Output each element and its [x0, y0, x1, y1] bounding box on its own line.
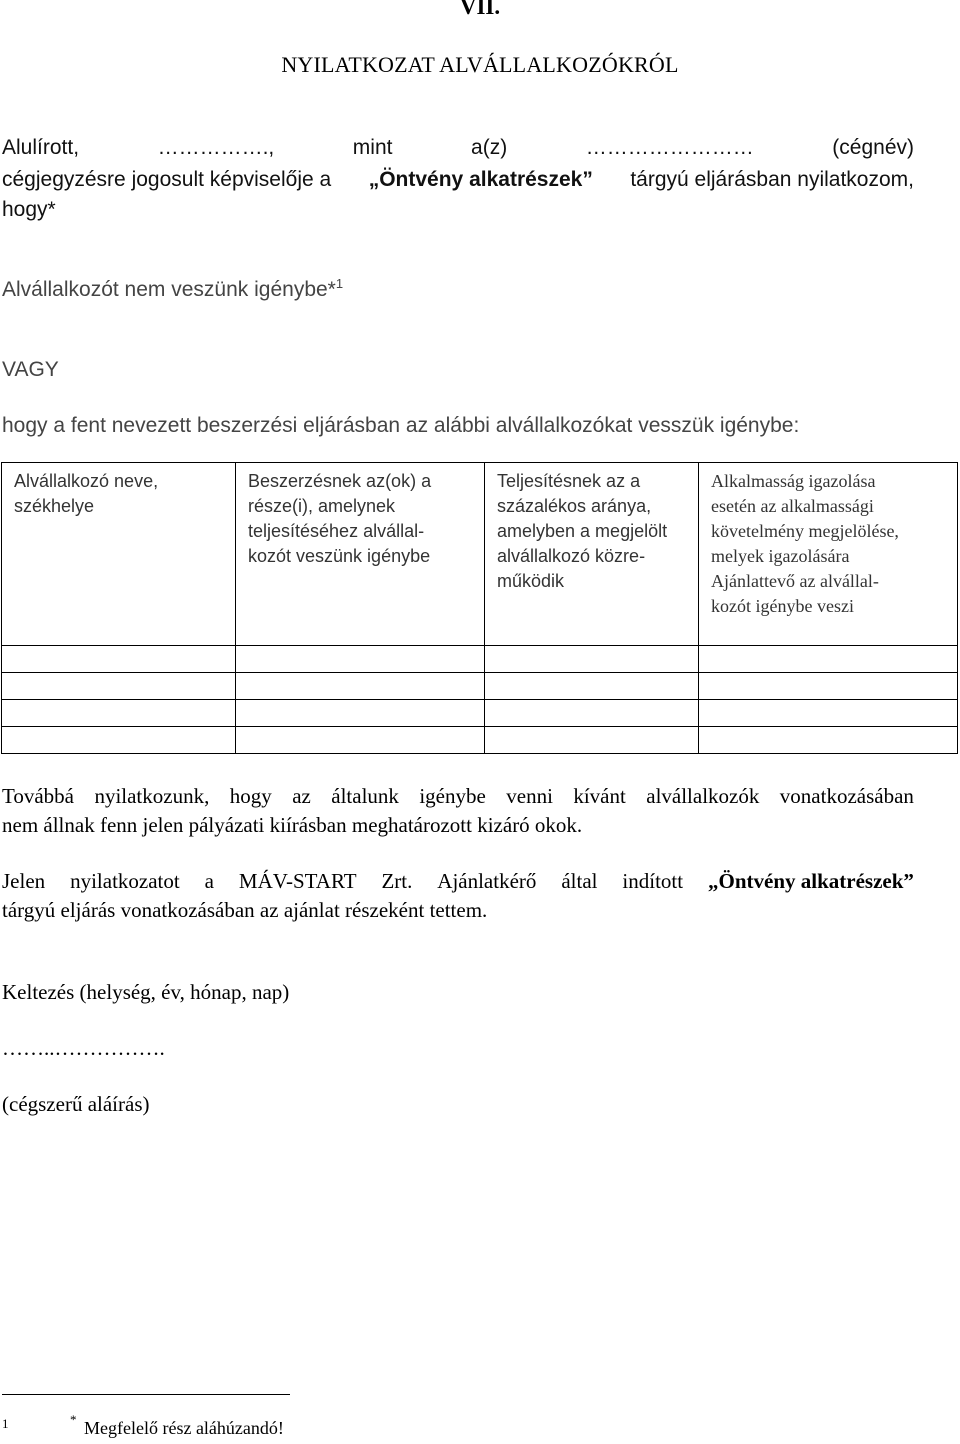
header-line: Teljesítésnek az a — [497, 471, 641, 491]
declaration-word: Jelen — [2, 869, 46, 893]
declaration-word: venni — [506, 784, 553, 808]
table-cell[interactable] — [485, 646, 699, 673]
declaration-word: az — [292, 784, 311, 808]
table-cell[interactable] — [485, 700, 699, 727]
declaration-word: hogy — [229, 784, 272, 808]
declaration-1-line-2: nem állnak fenn jelen pályázati kiírásban meghatározott kizáró okok. — [2, 813, 583, 837]
declaration-word: kívánt — [573, 784, 626, 808]
table-cell[interactable] — [2, 727, 236, 754]
name-placeholder-dots: ……………., — [157, 136, 275, 159]
or-separator: VAGY — [2, 358, 59, 381]
chapter-number: VII. — [459, 0, 501, 19]
header-line: székhelye — [14, 496, 95, 516]
table-cell[interactable] — [236, 646, 485, 673]
header-line: Alvállalkozó neve, — [14, 471, 159, 491]
option-no-subcontractor — [2, 276, 343, 302]
footnote-divider — [2, 1394, 290, 1395]
header-line: Beszerzésnek az(ok) a — [248, 471, 432, 491]
footnote-text: Megfelelő rész aláhúzandó! — [84, 1418, 284, 1438]
subcontractor-table — [1, 462, 958, 754]
table-cell[interactable] — [699, 673, 958, 700]
table-header-row — [2, 463, 958, 646]
intro-text-before: cégjegyzésre jogosult képviselője a — [2, 168, 332, 191]
header-line: követelmény megjelölése, — [711, 521, 899, 541]
declaration-word: Zrt. — [381, 869, 413, 893]
table-row — [2, 700, 958, 727]
declaration-2-line-1 — [2, 869, 914, 894]
table-row — [2, 673, 958, 700]
intro-word: Alulírott, — [2, 136, 80, 159]
intro-line-2 — [2, 168, 914, 192]
declaration-2-line-2: tárgyú eljárás vonatkozásában az ajánlat részeként tettem. — [2, 898, 488, 922]
declaration-word: nyilatkozatot — [70, 869, 180, 893]
procedure-name-bold: „Öntvény alkatrészek” — [708, 869, 914, 893]
table-cell[interactable] — [236, 727, 485, 754]
header-cell-part — [236, 463, 485, 646]
table-cell[interactable] — [485, 727, 699, 754]
header-line: kozót igénybe veszi — [711, 596, 854, 616]
declaration-word: a — [204, 869, 214, 893]
header-line: Ajánlattevő az alvállal- — [711, 571, 879, 591]
intro-word: a(z) — [471, 136, 508, 159]
header-line: része(i), amelynek — [248, 496, 396, 516]
signature-label: (cégszerű aláírás) — [2, 1092, 150, 1116]
table-cell[interactable] — [2, 673, 236, 700]
document-title: NYILATKOZAT ALVÁLLALKOZÓKRÓL — [281, 52, 679, 77]
table-cell[interactable] — [485, 673, 699, 700]
footnote-ref: 1 — [335, 276, 344, 291]
declaration-1-line-1 — [2, 784, 914, 809]
header-line: amelyben a megjelölt — [497, 521, 668, 541]
declaration-word: által — [561, 869, 598, 893]
declaration-word: általunk — [331, 784, 399, 808]
declaration-word: Ajánlatkérő — [437, 869, 537, 893]
company-placeholder-dots: …………………… — [585, 136, 754, 159]
header-cell-suitability — [699, 463, 958, 646]
signature-dots[interactable]: ……..……………. — [2, 1036, 165, 1060]
header-line: esetén az alkalmassági — [711, 496, 874, 516]
declaration-word: indított — [622, 869, 684, 893]
table-cell[interactable] — [699, 727, 958, 754]
header-line: Alkalmasság igazolása — [711, 471, 876, 491]
header-line: százalékos aránya, — [497, 496, 652, 516]
declaration-word: MÁV-START — [238, 869, 357, 893]
footnote-number: 1 — [2, 1416, 9, 1431]
header-line: működik — [497, 571, 565, 591]
header-line: kozót veszünk igénybe — [248, 546, 431, 566]
intro-text-after: tárgyú eljárásban nyilatkozom, — [630, 168, 914, 191]
intro-word: mint — [352, 136, 393, 159]
header-cell-name — [2, 463, 236, 646]
declaration-word: nyilatkozunk, — [94, 784, 210, 808]
header-line: teljesítéséhez alvállal- — [248, 521, 425, 541]
header-cell-percentage — [485, 463, 699, 646]
intro-word: (cégnév) — [832, 136, 914, 159]
table-cell[interactable] — [2, 646, 236, 673]
declaration-word: igénybe — [419, 784, 486, 808]
table-cell[interactable] — [699, 646, 958, 673]
footnote-star: * — [70, 1412, 77, 1427]
intro-line-1 — [2, 136, 914, 160]
table-row — [2, 727, 958, 754]
table-row — [2, 646, 958, 673]
header-line: melyek igazolására — [711, 546, 850, 566]
procedure-name-bold: „Öntvény alkatrészek” — [368, 168, 593, 191]
declaration-word: alvállalkozók — [646, 784, 760, 808]
table-cell[interactable] — [2, 700, 236, 727]
option-no-subcontractor-text: Alvállalkozót nem veszünk igénybe* — [2, 278, 336, 301]
table-cell[interactable] — [236, 700, 485, 727]
header-line: alvállalkozó közre- — [497, 546, 646, 566]
dating-label: Keltezés (helység, év, hónap, nap) — [2, 980, 290, 1004]
declaration-word: Továbbá — [2, 784, 75, 808]
table-cell[interactable] — [236, 673, 485, 700]
table-cell[interactable] — [699, 700, 958, 727]
option-with-subcontractor: hogy a fent nevezett beszerzési eljárásban az alábbi alvállalkozókat vesszük igénybe: — [2, 414, 800, 437]
intro-line-3: hogy* — [2, 198, 56, 221]
declaration-word: vonatkozásában — [779, 784, 914, 808]
